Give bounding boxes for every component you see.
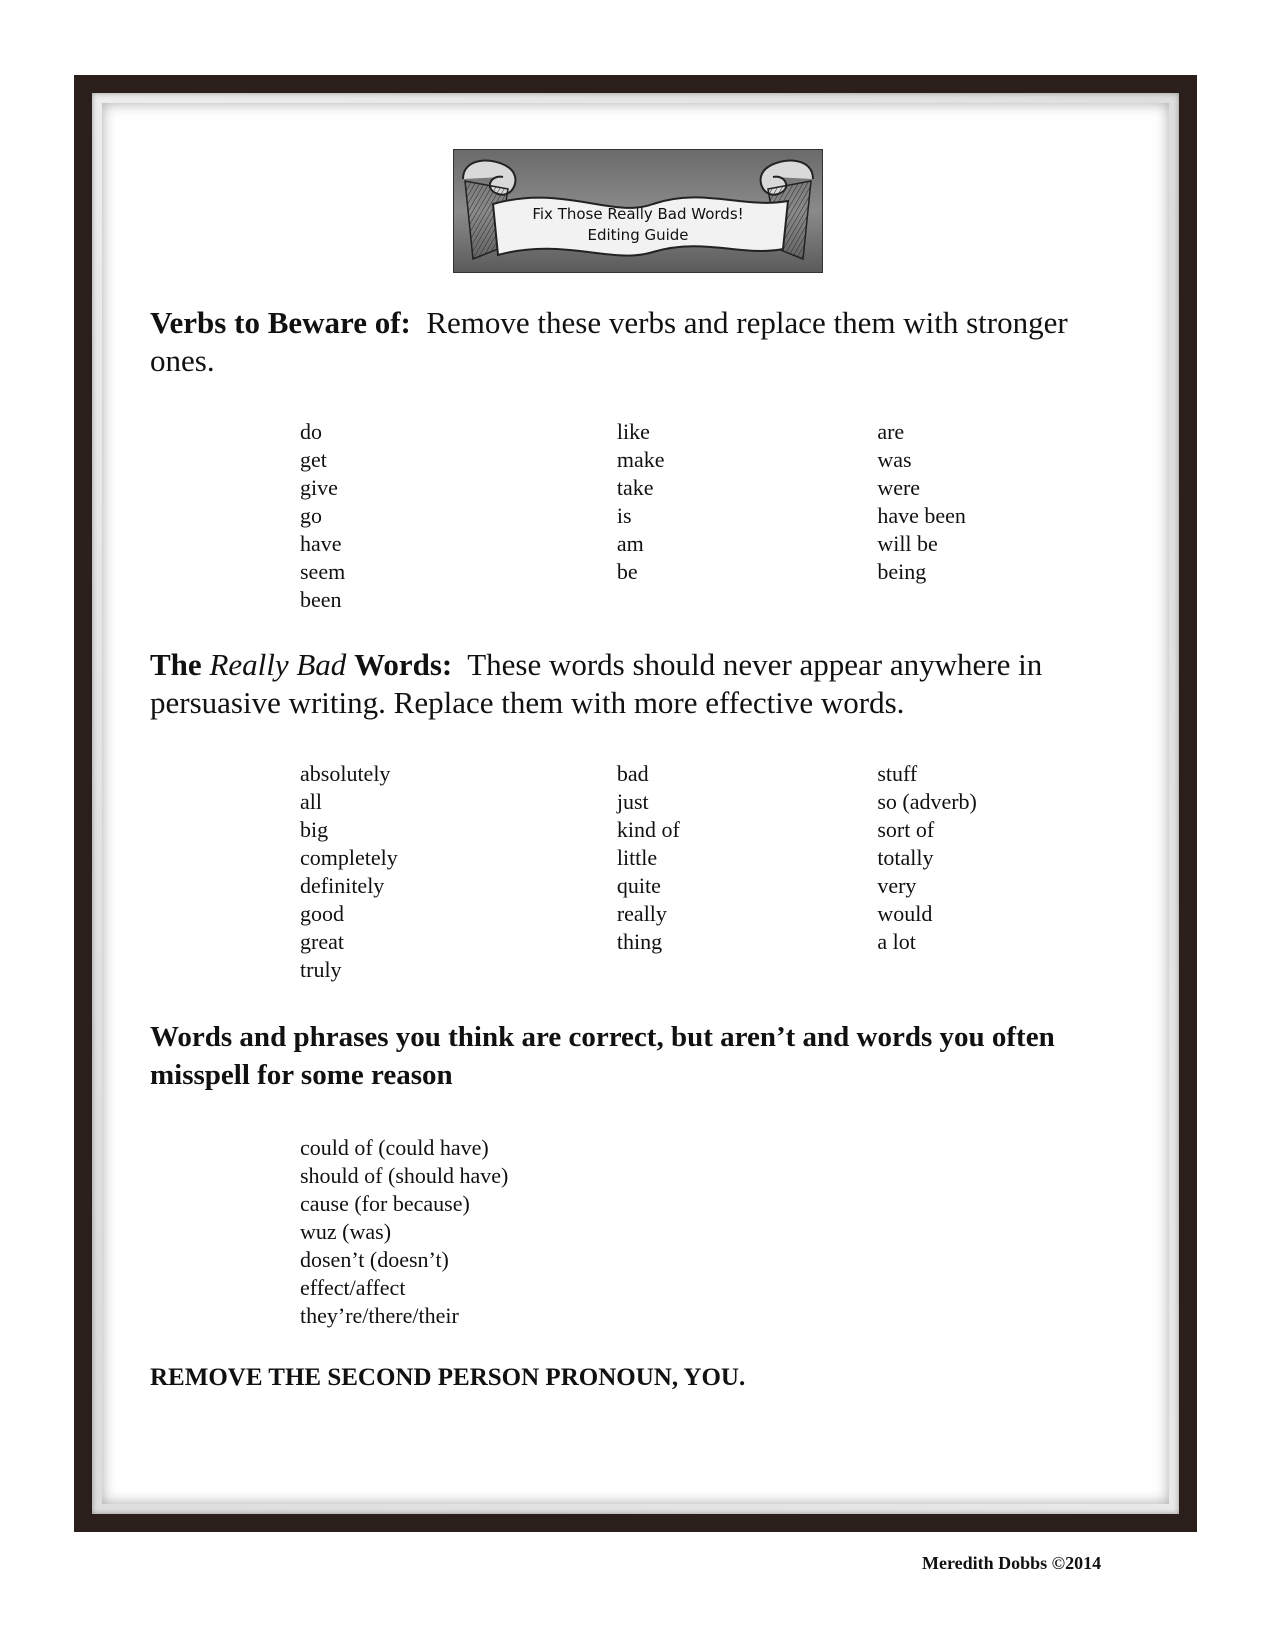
word-item: would	[877, 901, 933, 926]
word-item: have	[300, 531, 342, 556]
word-item: get	[300, 447, 327, 472]
misspell-word-list	[300, 1134, 1130, 1330]
word-item: very	[877, 873, 917, 898]
really-bad-column-3	[877, 760, 1130, 984]
word-item: a lot	[877, 929, 916, 954]
word-item: little	[616, 845, 658, 870]
word-item: good	[300, 901, 344, 926]
word-item: stuff	[877, 761, 918, 786]
word-item: quite	[616, 873, 661, 898]
really-bad-heading	[150, 646, 1130, 722]
word-item: being	[877, 559, 927, 584]
word-item: seem	[300, 559, 346, 584]
word-item: be	[616, 559, 638, 584]
title-banner	[453, 149, 823, 273]
word-item: they’re/there/their	[300, 1303, 459, 1328]
word-item: give	[300, 475, 338, 500]
verbs-heading-instruction: Remove these verbs and replace them with stronger ones.	[150, 305, 1068, 378]
word-item: like	[616, 419, 650, 444]
word-item: dosen’t (doesn’t)	[300, 1247, 449, 1272]
word-item: go	[300, 503, 322, 528]
really-bad-word-grid	[300, 760, 1130, 984]
word-item: all	[300, 789, 322, 814]
copyright-footer: Meredith Dobbs ©2014	[922, 1553, 1102, 1573]
verbs-column-1	[300, 418, 617, 614]
word-item: could of (could have)	[300, 1135, 489, 1160]
really-bad-column-1	[300, 760, 617, 984]
word-item: absolutely	[300, 761, 391, 786]
really-bad-column-2	[617, 760, 877, 984]
word-item: great	[300, 929, 344, 954]
word-item: should of (should have)	[300, 1163, 509, 1188]
really-bad-heading-instruction: These words should never appear anywhere in persuasive writing. Replace them with more effective words.	[150, 647, 1043, 720]
word-item: thing	[616, 929, 663, 954]
word-item: do	[300, 419, 322, 444]
word-item: have been	[877, 503, 966, 528]
word-item: is	[616, 503, 632, 528]
final-note: REMOVE THE SECOND PERSON PRONOUN, YOU.	[150, 1364, 746, 1391]
verbs-heading-label: Verbs to Beware of:	[150, 305, 411, 340]
word-item: wuz (was)	[300, 1219, 392, 1244]
word-item: will be	[877, 531, 938, 556]
verbs-column-3	[877, 418, 1130, 614]
document-body	[150, 304, 1130, 1394]
word-item: bad	[616, 761, 649, 786]
word-item: been	[300, 587, 342, 612]
word-item: truly	[300, 957, 342, 982]
verbs-column-2	[617, 418, 877, 614]
word-item: big	[300, 817, 329, 842]
word-item: effect/affect	[300, 1275, 406, 1300]
word-item: totally	[877, 845, 934, 870]
word-item: am	[616, 531, 644, 556]
word-item: so (adverb)	[877, 789, 977, 814]
word-item: make	[616, 447, 665, 472]
word-item: take	[616, 475, 654, 500]
word-item: completely	[300, 845, 398, 870]
misspell-heading: Words and phrases you think are correct, but aren’t and words you often misspell for some reason	[150, 1021, 1055, 1091]
banner-title-line2: Editing Guide	[587, 226, 689, 244]
word-item: was	[877, 447, 912, 472]
verbs-word-grid	[300, 418, 1130, 614]
word-item: really	[616, 901, 667, 926]
verbs-heading	[150, 304, 1130, 380]
word-item: were	[877, 475, 921, 500]
word-item: sort of	[877, 817, 935, 842]
word-item: cause (for because)	[300, 1191, 470, 1216]
word-item: are	[877, 419, 905, 444]
word-item: just	[616, 789, 649, 814]
really-bad-heading-italic: Really Bad	[209, 647, 347, 682]
word-item: kind of	[616, 817, 680, 842]
banner-title-line1: Fix Those Really Bad Words!	[532, 205, 744, 223]
really-bad-heading-the: The	[150, 647, 202, 682]
word-item: definitely	[300, 873, 385, 898]
really-bad-heading-words: Words:	[354, 647, 453, 682]
